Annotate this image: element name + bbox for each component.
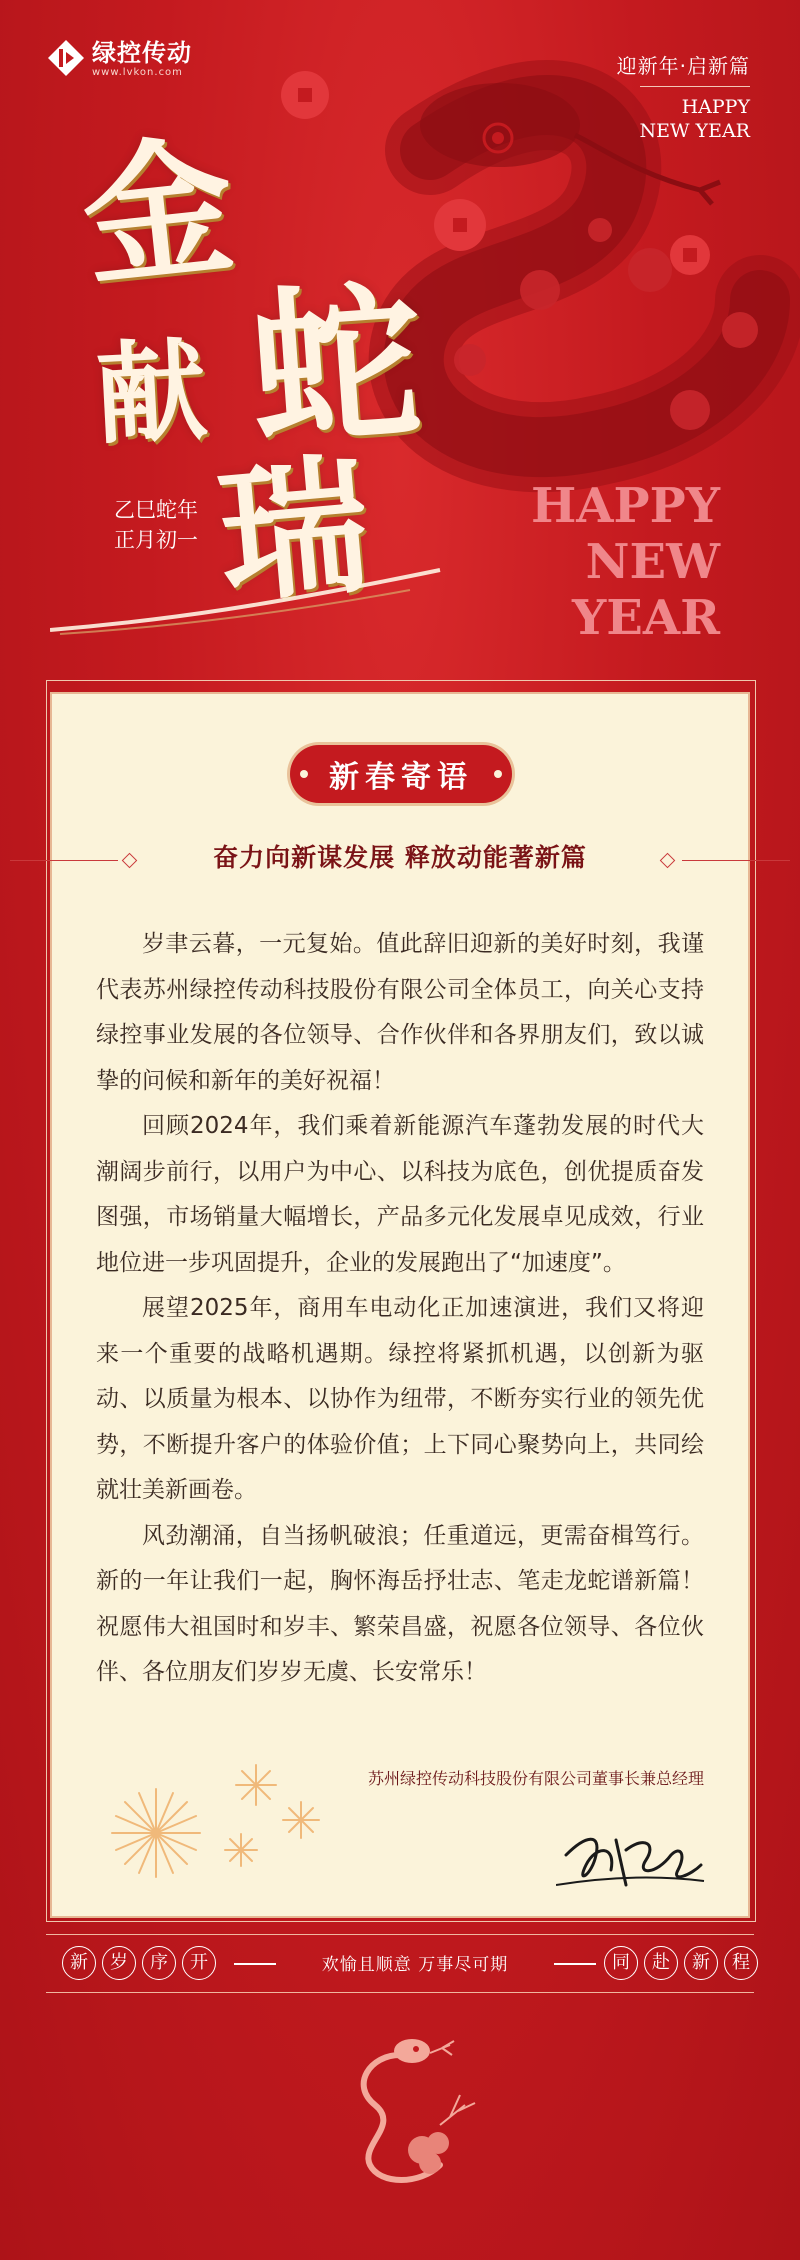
tagline-divider xyxy=(640,86,750,87)
badge-new-spring-message xyxy=(290,745,512,803)
paragraph-3: 展望2025年，商用车电动化正加速演进，我们又将迎来一个重要的战略机遇期。绿控将紧抓机遇，以创新为驱动、以质量为根本、以协作为纽带，不断夯实行业的领先优势，不断提升客户的体验价值；上下同心聚势向上，共同绘就壮美新画卷。 xyxy=(96,1295,704,1503)
footer-top-line xyxy=(46,1934,754,1935)
header-tagline: 迎新年·启新篇 xyxy=(616,54,750,78)
signer-title: 苏州绿控传动科技股份有限公司董事长兼总经理 xyxy=(367,1769,704,1788)
footer-right-char-1: 同 xyxy=(604,1946,638,1980)
logo-mark-icon xyxy=(46,38,86,78)
happy-new-year-large xyxy=(440,478,720,646)
brush-swoosh xyxy=(50,560,450,640)
footer-left-char-2: 岁 xyxy=(102,1946,136,1980)
hny-big-line2: NEW YEAR xyxy=(572,534,720,646)
hny-small-line2: NEW YEAR xyxy=(639,120,750,142)
footer-bottom-line xyxy=(46,1992,754,1993)
hny-small-line1: HAPPY xyxy=(681,96,750,118)
badge-label: 新春寄语 xyxy=(329,760,473,795)
footer-dash-left xyxy=(234,1963,276,1965)
date-line1: 乙巳蛇年 xyxy=(114,498,198,522)
footer-middle-text: 欢愉且顺意 万事尽可期 xyxy=(321,1955,509,1975)
paragraph-4: 风劲潮涌，自当扬帆破浪；任重道远，更需奋楫笃行。新的一年让我们一起，胸怀海岳抒壮志、笔走龙蛇谱新篇！祝愿伟大祖国时和岁丰、繁荣昌盛，祝愿各位领导、各位伙伴、各位朋友们岁岁无虞、长安常乐！ xyxy=(96,1522,704,1685)
badge-dot-left xyxy=(300,770,308,778)
title-char-xian: 献 xyxy=(93,325,210,460)
date-line2: 正月初一 xyxy=(114,528,198,552)
footer-dash-right xyxy=(554,1963,596,1965)
subtitle-line-right xyxy=(682,860,790,861)
footer-right-char-2: 赴 xyxy=(644,1946,678,1980)
logo-name: 绿控传动 xyxy=(92,38,192,67)
footer-slogan xyxy=(62,1946,750,1986)
letter-subtitle: 奋力向新谋发展 释放动能著新篇 xyxy=(213,843,587,872)
title-char-rui: 瑞 xyxy=(211,436,377,626)
fireworks-icon xyxy=(96,1745,336,1895)
footer-right-char-3: 新 xyxy=(684,1946,718,1980)
badge-dot-right xyxy=(494,770,502,778)
lunar-date xyxy=(114,495,198,555)
footer-left-char-1: 新 xyxy=(62,1946,96,1980)
footer-left-char-3: 序 xyxy=(142,1946,176,1980)
subtitle-row xyxy=(50,838,750,878)
small-snake-icon xyxy=(330,2025,480,2195)
handwritten-signature xyxy=(556,1815,706,1895)
footer-right-char-4: 程 xyxy=(724,1946,758,1980)
footer-left-char-4: 开 xyxy=(182,1946,216,1980)
company-logo[interactable] xyxy=(46,38,192,78)
logo-url: www.lvkon.com xyxy=(92,66,183,78)
paragraph-2: 回顾2024年，我们乘着新能源汽车蓬勃发展的时代大潮阔步前行，以用户为中心、以科技为底色，创优提质奋发图强，市场销量大幅增长，产品多元化发展卓见成效，行业地位进一步巩固提升，企业的发展跑出了“加速度”。 xyxy=(96,1113,704,1276)
title-char-jin: 金 xyxy=(74,117,243,309)
happy-new-year-small xyxy=(639,95,750,143)
paragraph-1: 岁聿云暮，一元复始。值此辞旧迎新的美好时刻，我谨代表苏州绿控传动科技股份有限公司全体员工，向关心支持绿控事业发展的各位领导、合作伙伴和各界朋友们，致以诚挚的问候和新年的美好祝福！ xyxy=(96,931,704,1094)
hny-big-line1: HAPPY xyxy=(530,478,720,534)
letter-body xyxy=(96,922,704,1696)
title-char-she: 蛇 xyxy=(244,261,428,473)
